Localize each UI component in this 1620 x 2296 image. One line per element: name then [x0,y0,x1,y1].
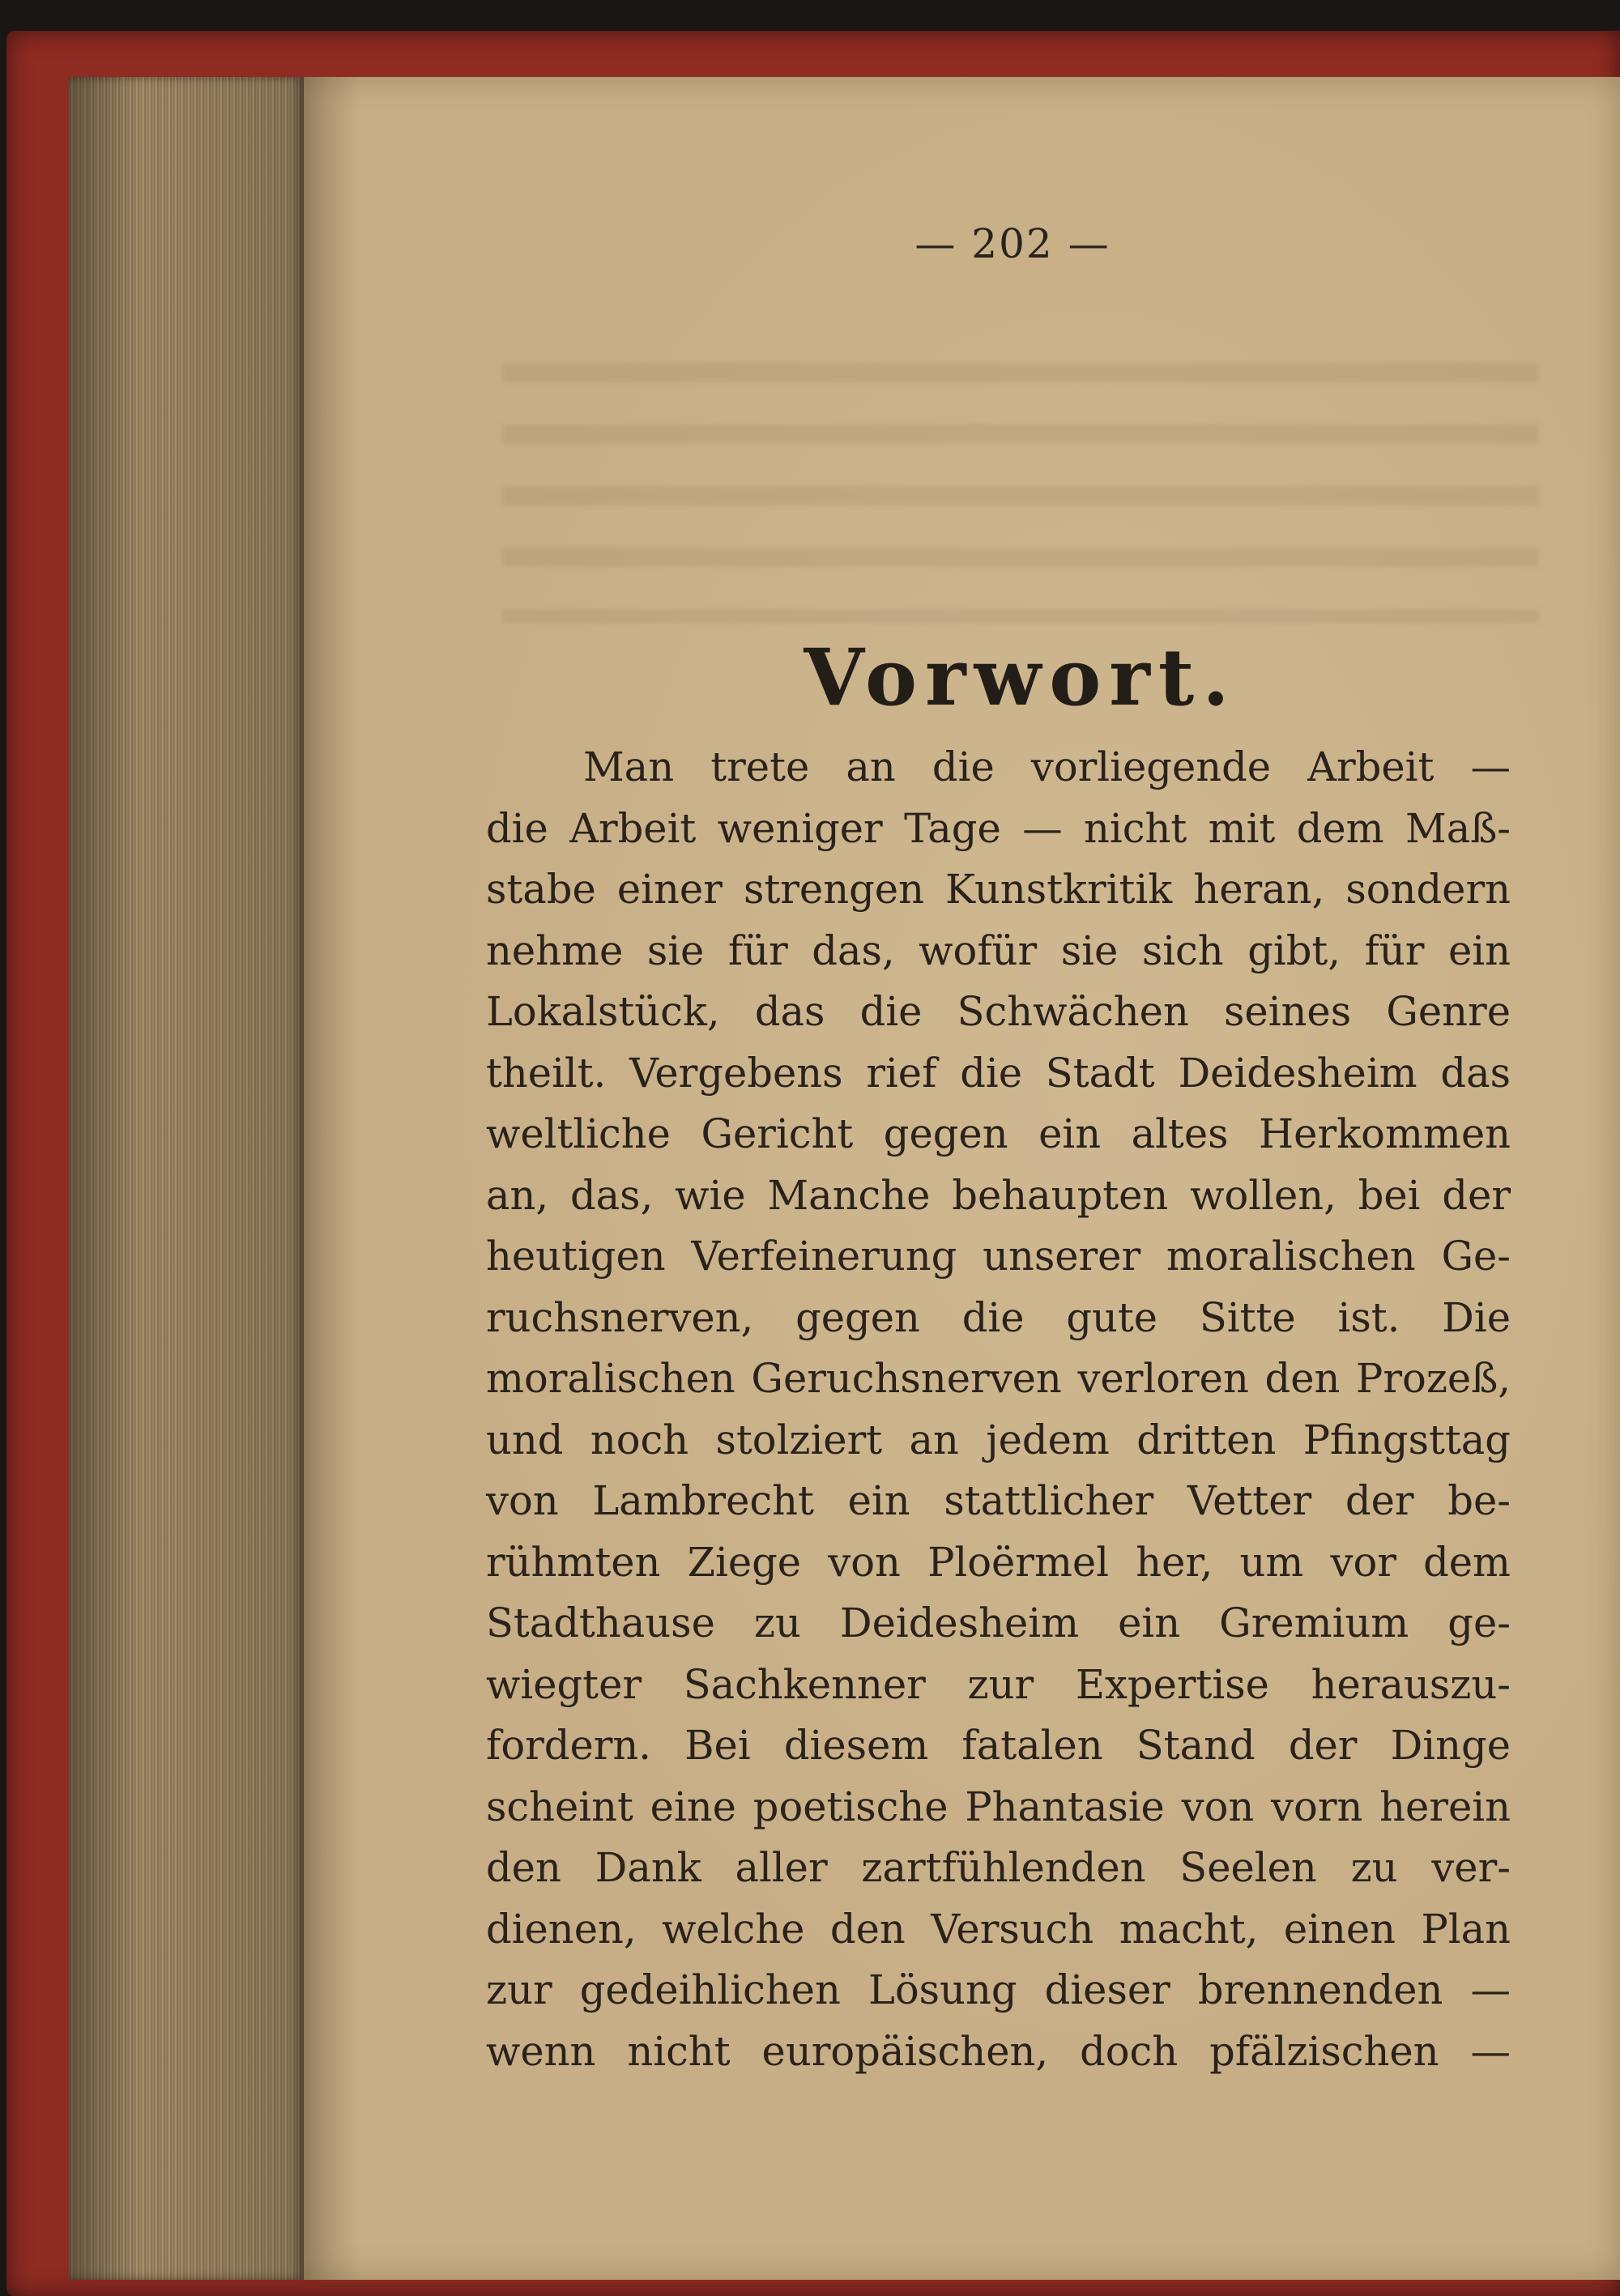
text-line: Lokalstück, das die Schwächen seines Genre [486,988,1511,1035]
text-line: wenn nicht europäischen, doch pfälzischen — [486,2027,1511,2075]
text-line: nehme sie für das, wofür sie sich gibt, für ein [486,926,1511,974]
text-line: Stadthause zu Deidesheim ein Gremium ge- [486,1600,1511,1646]
text-line: rühmten Ziege von Ploërmel her, um vor dem [486,1538,1511,1586]
text-line: ruchsnerven, gegen die gute Sitte ist. Die [486,1293,1511,1341]
show-through-text [502,332,1539,624]
text-line: Man trete an die vorliegende Arbeit — [583,743,1511,790]
text-line: dienen, welche den Versuch macht, einen Plan [486,1905,1511,1953]
text-line: heutigen Verfeinerung unserer moralischen Ge- [486,1233,1511,1280]
text-line: wiegter Sachkenner zur Expertise herauszu- [486,1660,1511,1708]
text-line: stabe einer strengen Kunstkritik heran, sondern [486,866,1511,913]
text-line: fordern. Bei diesem fatalen Stand der Dinge [486,1722,1511,1769]
text-line: theilt. Vergebens rief die Stadt Deidesheim das [486,1049,1511,1097]
text-line: den Dank aller zartfühlenden Seelen zu ver- [486,1844,1511,1891]
body-paragraph [486,737,1511,2082]
text-line: weltliche Gericht gegen ein altes Herkommen [486,1110,1511,1157]
text-line: zur gedeihlichen Lösung dieser brennenden — [486,1966,1511,2013]
page-number: — 202 — [914,220,1111,267]
text-line: die Arbeit weniger Tage — nicht mit dem Maß- [486,804,1511,852]
text-line: von Lambrecht ein stattlicher Vetter der be- [486,1477,1511,1524]
text-line: scheint eine poetische Phantasie von vorn herein [486,1783,1511,1830]
text-line: an, das, wie Manche behaupten wollen, bei der [486,1171,1511,1219]
text-line: moralischen Geruchsnerven verloren den Prozeß, [486,1355,1511,1402]
chapter-heading: Vorwort. [804,632,1238,723]
page-edges-shadow [69,77,304,2280]
text-line: und noch stolziert an jedem dritten Pfingsttag [486,1416,1511,1463]
